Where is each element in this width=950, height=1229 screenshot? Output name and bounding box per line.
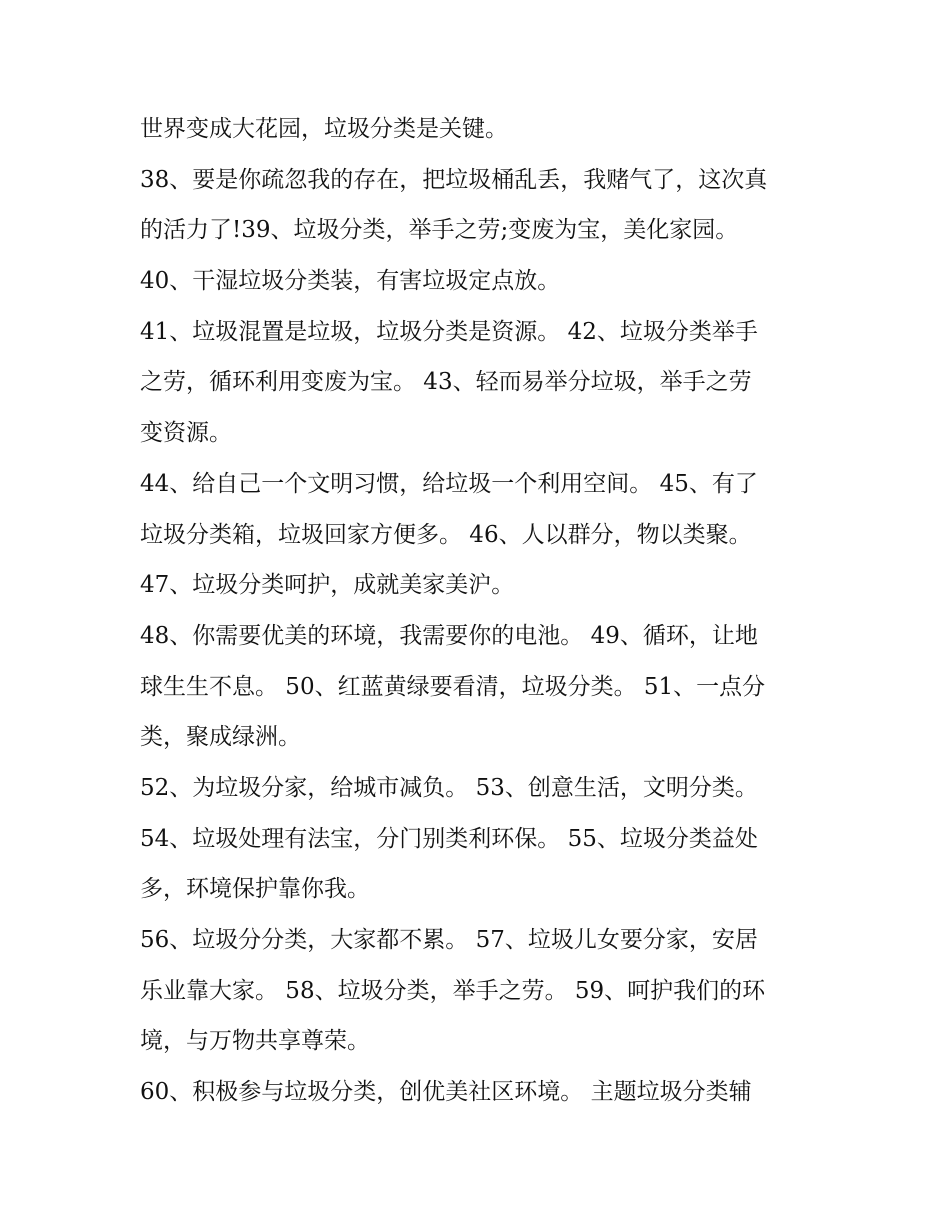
text-line: 球生生不息。 50、红蓝黄绿要看清，垃圾分类。 51、一点分 xyxy=(140,673,766,700)
text-line: 多，环境保护靠你我。 xyxy=(140,876,370,903)
text-line: 之劳，循环利用变废为宝。 43、轻而易举分垃圾，举手之劳 xyxy=(140,369,752,396)
text-line: 垃圾分类箱，垃圾回家方便多。 46、人以群分，物以类聚。 xyxy=(140,521,752,548)
text-line: 乐业靠大家。 58、垃圾分类，举手之劳。 59、呵护我们的环 xyxy=(140,977,766,1004)
text-line: 世界变成大花园，垃圾分类是关键。 xyxy=(140,116,508,142)
text-line: 56、垃圾分分类，大家都不累。 57、垃圾儿女要分家，安居 xyxy=(140,927,758,953)
text-line: 类，聚成绿洲。 xyxy=(140,724,301,751)
text-line: 47、垃圾分类呵护，成就美家美沪。 xyxy=(140,572,515,599)
text-line: 48、你需要优美的环境，我需要你的电池。 49、循环，让地 xyxy=(140,622,758,649)
text-line: 的活力了!39、垃圾分类，举手之劳;变废为宝，美化家园。 xyxy=(140,217,739,244)
text-line: 38、要是你疏忽我的存在，把垃圾桶乱丢，我赌气了，这次真 xyxy=(140,166,768,193)
text-line: 54、垃圾处理有法宝，分门别类利环保。 55、垃圾分类益处 xyxy=(140,825,758,852)
text-line: 41、垃圾混置是垃圾，垃圾分类是资源。 42、垃圾分类举手 xyxy=(140,318,758,345)
text-line: 44、给自己一个文明习惯，给垃圾一个利用空间。 45、有了 xyxy=(140,470,758,497)
text-line: 60、积极参与垃圾分类，创优美社区环境。 主题垃圾分类辅 xyxy=(140,1079,752,1106)
text-line: 40、干湿垃圾分类装，有害垃圾定点放。 xyxy=(140,268,561,295)
body-text xyxy=(140,104,820,1118)
text-line: 变资源。 xyxy=(140,420,232,447)
text-line: 境，与万物共享尊荣。 xyxy=(140,1028,370,1055)
text-line: 52、为垃圾分家，给城市减负。 53、创意生活，文明分类。 xyxy=(140,774,758,801)
